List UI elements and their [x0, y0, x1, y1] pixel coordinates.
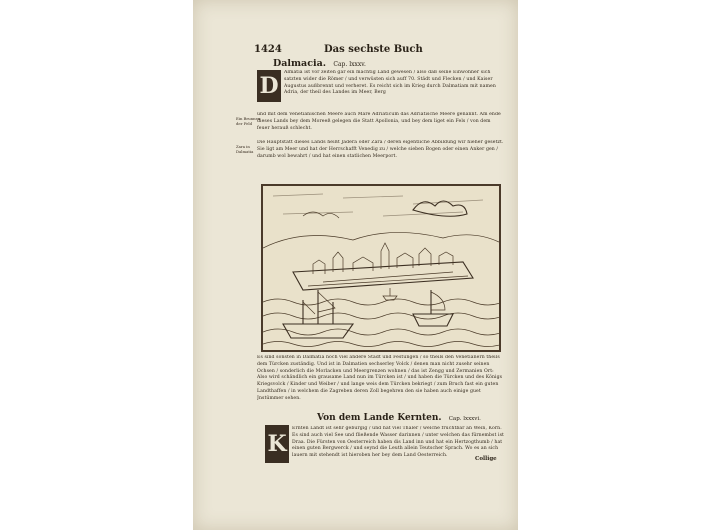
paragraph-5: Ernten Landt ist sehr gebürgig / und hat viel Thäler / welche fruchtbar an Wein, Korn. Es sind auch viel See und fließende Wasser darinnen / unter welchen das fürnembst ist Draa. Die Fürsten von Oesterreich haben dis Land inn und hat ein Hertzogthumb / hat einen guten Bergwerck / und seynd die Leuth allein Teutscher Sprach. Wo es an sich lauern mit stehendt ist hieroben her bey dem Land Oesterreich. — [292, 426, 504, 459]
running-head: Das sechste Buch — [324, 44, 423, 55]
woodcut-city-view — [263, 186, 499, 350]
section-title — [317, 413, 481, 423]
chapter-title — [273, 58, 366, 69]
paragraph-1: Almatia ist vor zeiten gar ein mächtig Land gewesen / also daß seine Einwohner sich satzten wider die Römer / und verwüsten sich auff 70. Städt und Flecken / und Kaiser Augustus außbrennt und verheret. Es reicht sich im Krieg durch Dalmatiam mit namen Adria, der theil des Landes im Meer, Berg — [284, 70, 496, 96]
book-page — [193, 0, 518, 530]
section-title-text: Von dem Lande Kernten. — [317, 413, 442, 423]
dropcap-initial-2: K — [265, 425, 289, 463]
dropcap-initial: D — [257, 70, 281, 102]
paragraph-4: Es sind sonsten in Dalmatia noch viel andere Städt und Festungen / so theils den Venetianern theils dem Türcken zuständig. Und ist in Dalmatien sechserley Volck / denen man nicht zusehr seinen Ochsen / sonderlich die Morlacken und Meergrenzen wohnen / das ist Zengg und Zermanien Ort: Also wird schändlich ein grausame Land nun im Türcken ist / und haben die Türcken und des Königs Kriegsvolck / Kinder und Weiber / und lange weis dem Türcken bekriegt / zum Bruch fast ein guten Landthaffen / in welchem die Zagreben deren Zoll begehren den sie haben auch einige guet Jnstümmer sehen. — [257, 355, 503, 401]
page-header — [254, 44, 499, 58]
page-number: 1424 — [254, 44, 282, 55]
paragraph-3: Die Hauptstatt dieses Lands heißt Jadera oder Zara / deren eigentliche Abbildung wir hieher gesetzt. Sie ligt am Meer und hat der Herrschafft Venedig zu / welche sieben Bogen oder einen Anker gen / darumb wol bewahrt / und hat einen statlichen Meerport. — [257, 140, 504, 159]
section-cap: Cap. lxxxvi. — [448, 416, 481, 422]
paragraph-2: und mit dem Venetianischen Meere auch Mare Adriaticum das Adriatische Meere genannt. Am ende dieses Lands bey dem Moreeß gelegen die Statt Apollonia, und bey dem liget ein Fels / von dem feuer herauß schlecht. — [257, 112, 501, 131]
margin-note-1: Ein Brunnen der Feld — [236, 116, 261, 126]
woodcut-illustration — [261, 184, 501, 352]
margin-note-2: Zara in Dalmatia — [236, 144, 254, 154]
catchword: Collige — [475, 456, 497, 462]
chapter-name: Dalmacia. — [273, 58, 327, 69]
chapter-cap: Cap. lxxxv. — [333, 61, 366, 68]
